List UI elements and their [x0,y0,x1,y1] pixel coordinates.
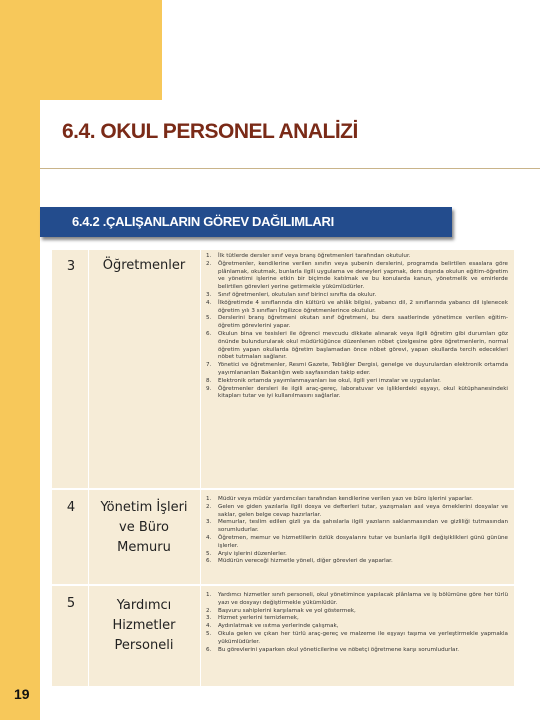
yellow-side-strip [0,0,40,720]
list-item: 8. Elektronik ortamda yayımlanmayanları ise okul, ilgili yeri imzalar ve uygulanlar. [206,377,441,384]
list-item: 4. Öğretmen, memur ve hizmetlilerin özlük dosyalarını tutar ve bunlarla ilgili değişiklikleri günü gününe işlerler. [206,534,508,549]
row-number: 5 [66,596,76,611]
list-item: 4. İlköğretimde 4 sınıflarında din kültürü ve ahlâk bilgisi, yabancı dil, 2 sınıflarında yabancı dil işlenecek öğretim yılı 3 sınıfları İngilizce öğretmenlerince okutulur. [206,299,508,314]
row-divider [52,584,514,586]
list-item: 9. Öğretmenler dersleri ile ilgili araç-gereç, laboratuvar ve işliklerdeki eşyayı, okul kütüphanesindeki kitapları tutar ve iyi kullanılmasını sağlarlar. [206,385,508,400]
list-item: 2. Gelen ve giden yazılarla ilgili dosya ve defterleri tutar, yazışmaları asıl veya örneklerini dosyalar ve saklar, gelen belge cevap hazırlarlar. [206,503,508,518]
column-divider [200,250,201,686]
list-item: 2. Öğretmenler, kendilerine verilen sınıfın veya şubenin derslerini, programda belirtilen esaslara göre plânlamak, okutmak, bunlarla ilgili uygulama ve deneyleri yapmak, ders dışında okulun eğitim-öğretim ve yönetimi işlerine etkin bir biçimde katılmak ve bu konularda kanun, yönetmelik ve emirlerde belirtilen görevleri yerine getirmekle yükümlüdürler. [206,260,508,291]
list-item: 5. Arşiv işlerini düzenlerler. [206,550,287,557]
list-item: 7. Yönetici ve öğretmenler, Resmi Gazete, Tebliğler Dergisi, genelge ve duyurulardan elektronik ortamda yayımlananları Bakanlığın web sayfasından takip eder. [206,362,508,376]
role-name: Öğretmenler [102,258,186,273]
list-item: 1. Müdür veya müdür yardımcıları tarafından kendilerine verilen yazı ve büro işlerini yaparlar. [206,496,473,502]
list-item: 5. Okula gelen ve çıkan her türlü araç-gereç ve malzeme ile eşyayı taşıma ve yerleştirmekle yapmakla yükümlüdürler. [206,630,508,645]
list-item: 3. Sınıf öğretmenleri, okutulan sınıf birinci sınıfta da okulur. [206,291,377,298]
role-name: Yardımcı Hizmetler Personeli [112,598,176,653]
role-name: Yönetim İşleri ve Büro Memuru [100,500,188,555]
page-number: 19 [14,686,30,702]
list-item: 6. Bu görevlerini yaparken okul yöneticilerine ve nöbetçi öğretmene karşı sorumludurlar. [206,646,460,653]
duty-list [206,592,508,654]
list-item: 3. Memurlar, teslim edilen gizli ya da şahıslarla ilgili yazıların saklanmasından ve gizliliği tutmasından sorumludurlar. [206,519,508,534]
list-item: 6. Okulun bina ve tesisleri ile öğrenci mevcudu dikkate alınarak veya ilgili öğretim gibi durumları göz önünde bulundurularak okul müdürlüğünce düzenlenen nöbet çizelgesine göre öğretmenlerin, normal öğretim yapan okullarda öğretim başlamadan önce nöbet görevi, yapan okullarda tercih edecekleri nöbet tutmaları sağlanır. [206,330,508,361]
list-item: 1. İlk tütlerde dersler sınıf veya branş öğretmenleri tarafından okutulur. [206,253,411,259]
row-number: 3 [66,259,76,274]
section-heading: 6.4.2 .ÇALIŞANLARIN GÖREV DAĞILIMLARI [72,214,334,229]
row-divider [52,488,514,490]
column-divider [88,250,89,686]
page-title: 6.4. OKUL PERSONEL ANALİZİ [62,120,358,143]
title-divider [40,168,540,169]
duty-list [206,253,508,401]
list-item: 6. Müdürün vereceği hizmetle yöneli, diğer görevleri de yaparlar. [206,558,393,565]
row-number: 4 [66,500,76,515]
duty-list [206,496,508,566]
list-item: 4. Aydınlatmak ve ısıtma yerlerinde çalışmak, [206,623,339,630]
list-item: 3. Hizmet yerlerini temizlemek, [206,615,299,622]
list-item: 2. Başvuru sahiplerini karşılamak ve yol göstermek, [206,607,356,614]
list-item: 5. Derslerini branş öğretmeni okutan sınıf öğretmeni, bu ders saatlerinde yönetimce verilen eğitim-öğretim görevlerini yapar. [206,315,508,330]
section-band [40,207,452,237]
list-item: 1. Yardımcı hizmetler sınıfı personeli, okul yönetimince yapılacak plânlama ve iş bölümüne göre her türlü yazı ve dosyayı değiştirmekle yükümlüdür. [206,592,508,606]
